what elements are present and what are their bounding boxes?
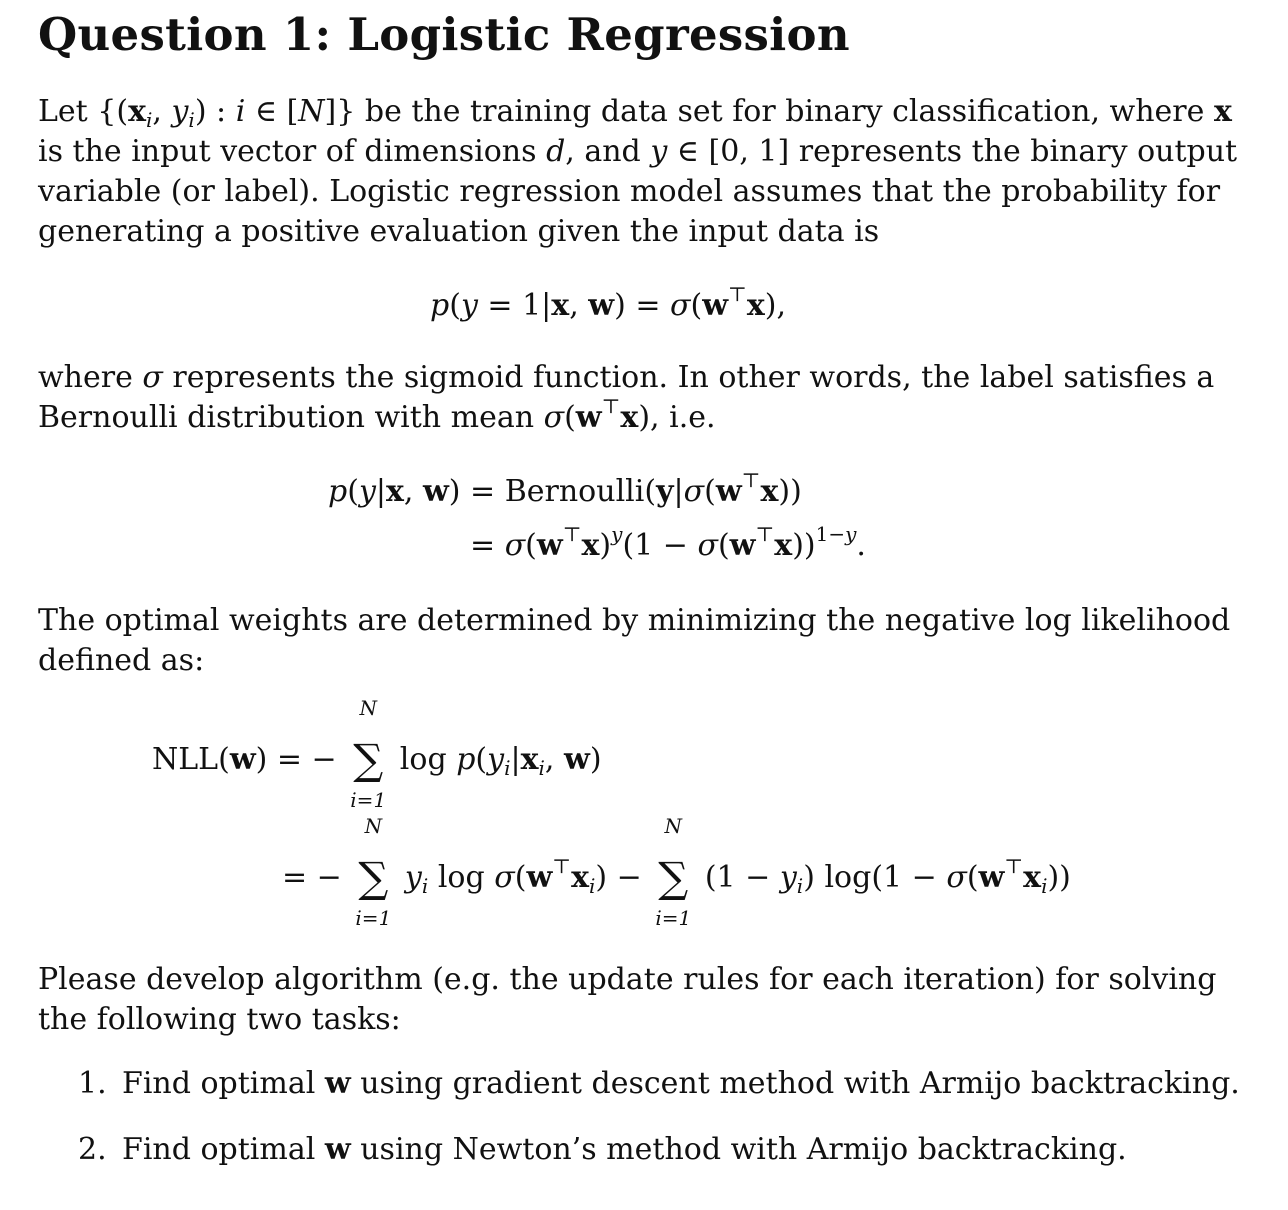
page-title: Question 1: Logistic Regression bbox=[38, 8, 850, 61]
equation-bernoulli-line-1: p(y|x, w) = Bernoulli(y|σ(w⊤x)) bbox=[328, 468, 802, 509]
intro-paragraph bbox=[38, 92, 1238, 252]
summation-symbol: ∑ N i=1 bbox=[355, 814, 392, 930]
summation-symbol: ∑ N i=1 bbox=[655, 814, 692, 930]
nll-line-2: defined as: bbox=[38, 643, 205, 678]
task-item-2: 2. Find optimal w using Newton’s method with Armijo backtracking. bbox=[78, 1132, 1127, 1167]
task-line-1: Please develop algorithm (e.g. the update rules for each iteration) for solving bbox=[38, 962, 1217, 997]
task-item-1: 1. Find optimal w using gradient descent method with Armijo backtracking. bbox=[78, 1066, 1240, 1101]
summation-symbol: ∑ N i=1 bbox=[350, 696, 387, 812]
equation-model: p(y = 1|x, w) = σ(w⊤x), bbox=[430, 282, 786, 323]
sigmoid-line-1: where σ represents the sigmoid function. In other words, the label satisfies a bbox=[38, 360, 1215, 395]
sigmoid-line-2: Bernoulli distribution with mean σ(w⊤x), i.e. bbox=[38, 394, 716, 435]
task-paragraph bbox=[38, 960, 1217, 1040]
intro-line-3: variable (or label). Logistic regression model assumes that the probability for bbox=[38, 174, 1221, 209]
intro-line-2: is the input vector of dimensions d, and y ∈ [0, 1] represents the binary output bbox=[38, 134, 1238, 169]
nll-paragraph bbox=[38, 601, 1231, 681]
intro-line-1: Let {($x_i$, $y_i$) : i ∈ [N]} be the training data set for binary classification, where x bbox=[38, 94, 1232, 132]
equation-nll-line-2: = − ∑ N i=1 $y_i$ $\log \sigma(w^⊤x_i)$ − ∑ N i=1 $(1 - y_i)$ $\log(1 - \sigma(w^⊤x_i))$ bbox=[282, 814, 1071, 930]
sigmoid-paragraph bbox=[38, 358, 1215, 438]
equation-nll-line-1: NLL(w) = − ∑ N i=1 $\log p(y_i|x_i$, w) bbox=[152, 696, 602, 812]
intro-line-4: generating a positive evaluation given the input data is bbox=[38, 214, 880, 249]
task-line-2: the following two tasks: bbox=[38, 1002, 401, 1037]
nll-line-1: The optimal weights are determined by minimizing the negative log likelihood bbox=[38, 603, 1231, 638]
equation-bernoulli-line-2: = $\sigma(w^⊤x)^y(1 - \sigma(w^⊤x))^{1-y}$. bbox=[470, 522, 866, 563]
